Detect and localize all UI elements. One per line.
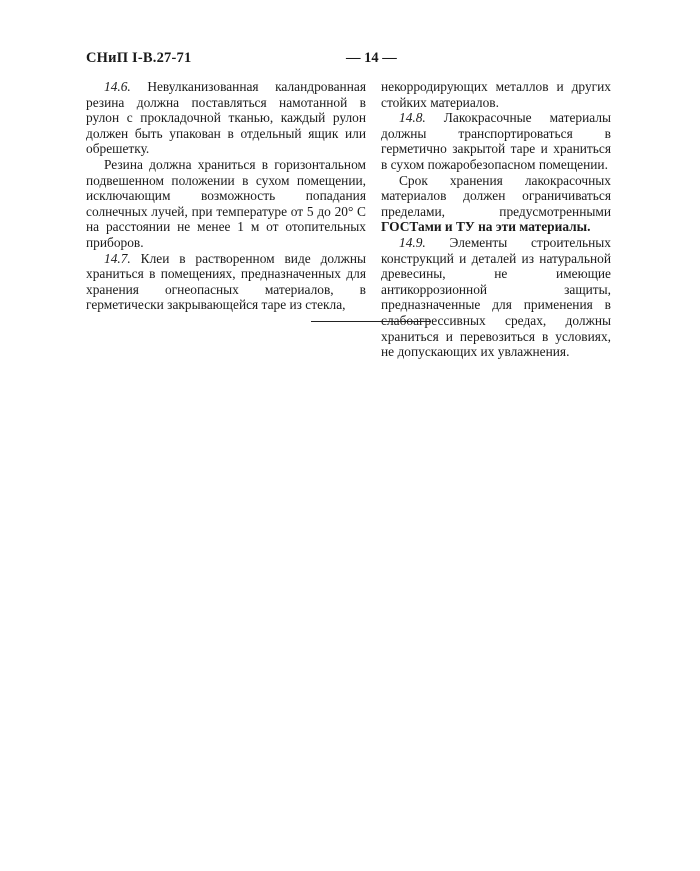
right-column: [381, 79, 611, 360]
clause-text: Элементы строительных конструкций и деталей из натуральной древесины, не имеющие антикоррозионной защиты, предназначенные для применения в слабоагрессивных средах, должны храниться и перевозиться в условиях, не допускающих их увлажнения.: [381, 234, 611, 360]
clause-number: 14.6.: [104, 79, 131, 94]
paragraph-14-6: [86, 79, 366, 157]
clause-number: 14.7.: [104, 250, 131, 266]
page-header: [86, 50, 611, 72]
paragraph-rubber-storage: [86, 157, 366, 251]
clause-text: Невулканизованная каландрованная резина должна поставляться намотанной в рулон с прокладочной тканью, каждый рулон должен быть упакован в отдельный ящик или обрешетку.: [86, 79, 366, 157]
clause-text: некорродирующих металлов и других стойких материалов.: [381, 79, 611, 110]
paragraph-14-8: [381, 110, 611, 172]
clause-text-bold: ГОСТами и ТУ на эти материалы.: [381, 219, 591, 235]
clause-number: 14.8.: [399, 110, 426, 126]
document-code: СНиП I-В.27-71: [86, 50, 192, 66]
clause-text: Резина должна храниться в горизонтальном подвешенном положении в сухом помещении, исключающим возможность попадания солнечных лучей, при температуре от 5 до 20° С на расстоянии не менее 1 м от отопительных приборов.: [86, 156, 366, 250]
section-end-rule: [311, 321, 431, 322]
left-column: [86, 79, 366, 313]
paragraph-14-9: [381, 235, 611, 360]
paragraph-continuation: [381, 79, 611, 110]
clause-text: Лакокрасочные материалы должны транспортироваться в герметично закрытой таре и храниться в сухом пожаробезопасном помещении.: [381, 110, 611, 172]
clause-text: Срок хранения лакокрасочных материалов должен ограничиваться пределами, предусмотренными: [381, 172, 611, 219]
page-number: — 14 —: [346, 50, 397, 66]
paragraph-14-7: [86, 251, 366, 313]
clause-text: Клеи в растворенном виде должны храниться в помещениях, предназначенных для хранения огнеопасных материалов, в герметически закрывающейся таре из стекла,: [86, 250, 366, 313]
paragraph-paint-shelf-life: [381, 173, 611, 235]
clause-number: 14.9.: [399, 234, 426, 250]
